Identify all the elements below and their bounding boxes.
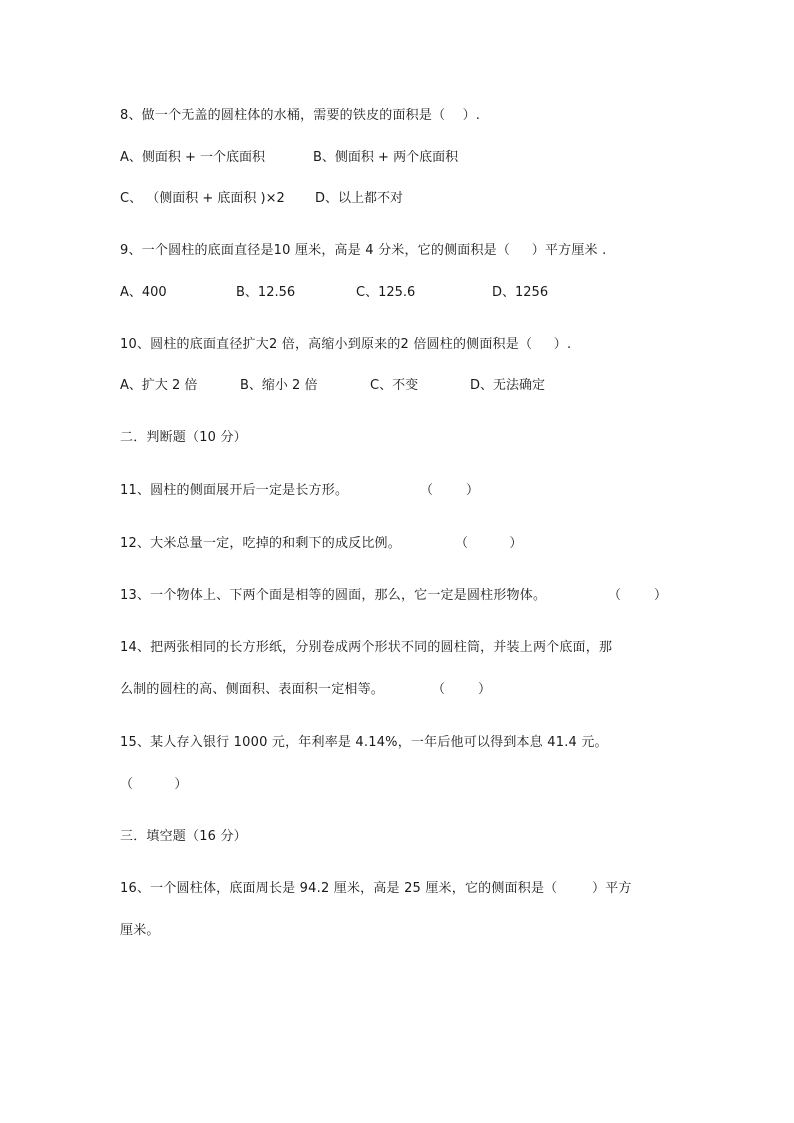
question-14-line-2: 么制的圆柱的高、侧面积、表面积一定相等。 — [120, 682, 385, 697]
question-15-line-1: 15、某人存入银行 1000 元，年利率是 4.14%，一年后他可以得到本息 41.4 元。 — [120, 735, 608, 750]
question-8: 8、做一个无盖的圆柱体的水桶，需要的铁皮的面积是（ ）. — [120, 108, 481, 123]
q11-answer-blank: （ ） — [420, 483, 480, 498]
q10-option-a: A、扩大 2 倍 — [120, 378, 198, 393]
question-14-line-1: 14、把两张相同的长方形纸，分别卷成两个形状不同的圆柱筒，并装上两个底面，那 — [120, 640, 613, 655]
q8-option-c: C、 （侧面积 + 底面积 )×2 — [120, 191, 285, 206]
q13-answer-blank: （ ） — [608, 588, 668, 603]
q10-option-d: D、无法确定 — [470, 378, 546, 393]
q9-option-d: D、1256 — [492, 285, 549, 300]
q15-answer-blank: （ ） — [120, 777, 188, 792]
q9-option-b: B、12.56 — [236, 285, 296, 300]
q9-option-c: C、125.6 — [356, 285, 416, 300]
question-12: 12、大米总量一定，吃掉的和剩下的成反比例。 — [120, 536, 401, 551]
question-13: 13、一个物体上、下两个面是相等的圆面，那么，它一定是圆柱形物体。 — [120, 588, 547, 603]
question-10: 10、圆柱的底面直径扩大2 倍，高缩小到原来的2 倍圆柱的侧面积是（ ）. — [120, 337, 572, 352]
q8-option-d: D、以上都不对 — [315, 191, 404, 206]
question-11: 11、圆柱的侧面展开后一定是长方形。 — [120, 483, 349, 498]
question-16-line-1: 16、一个圆柱体，底面周长是 94.2 厘米，高是 25 厘米，它的侧面积是（ ）平方 — [120, 881, 632, 896]
q14-answer-blank: （ ） — [432, 682, 492, 697]
q10-option-b: B、缩小 2 倍 — [240, 378, 318, 393]
q8-option-b: B、侧面积 + 两个底面积 — [313, 150, 459, 165]
q10-option-c: C、不变 — [370, 378, 419, 393]
question-9: 9、一个圆柱的底面直径是10 厘米，高是 4 分米，它的侧面积是（ ）平方厘米 . — [120, 243, 607, 258]
section-2-title: 二．判断题（10 分） — [120, 430, 247, 445]
q12-answer-blank: （ ） — [455, 536, 523, 551]
section-3-title: 三．填空题（16 分） — [120, 829, 247, 844]
question-16-line-2: 厘米。 — [120, 923, 160, 938]
q8-option-a: A、侧面积 + 一个底面积 — [120, 150, 266, 165]
q9-option-a: A、400 — [120, 285, 167, 300]
